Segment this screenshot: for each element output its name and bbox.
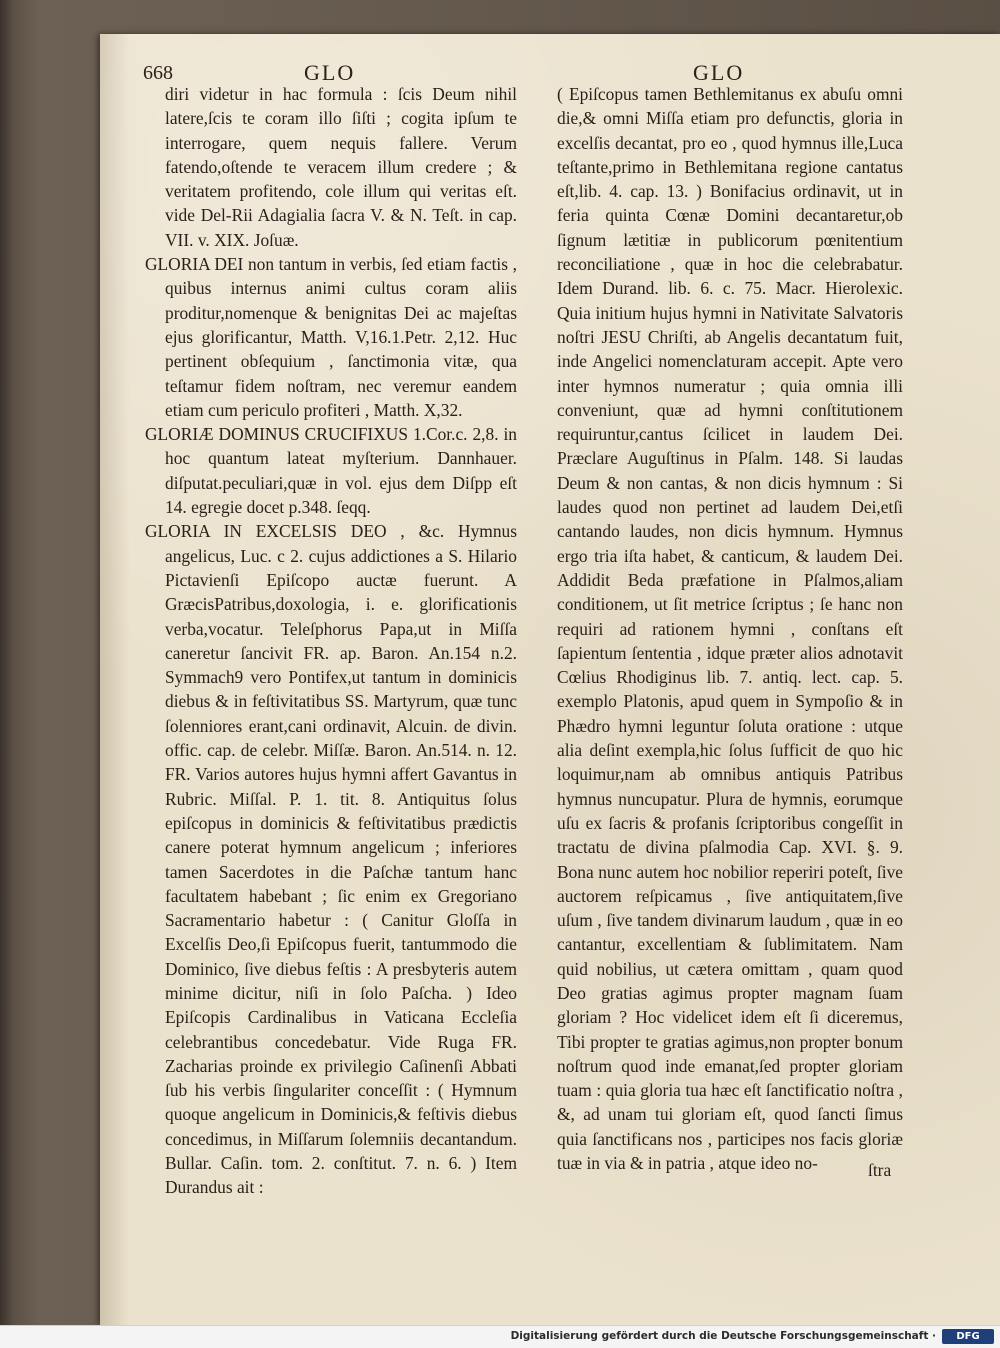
right-paragraph: ( Epiſcopus tamen Bethlemitanus ex abuſu omni die,& omni Miſſa etiam pro defunctis, gloria in excelſis decantat, pro eo , quod hymnus ille,Luca teſtante,primo in Bethlemitana regione cantatus eſt,lib. 4. cap. 13. ) Bonifacius ordinavit, ut in feria quinta Cœnæ Domini decantaretur,ob ſignum lætitiæ in publicorum pœnitentium reconciliatione , quæ in hoc die celebrabatur. Idem Durand. lib. 6. c. 75. Macr. Hierolexic. Quia initium hujus hymni in Nativitate Salvatoris noſtri JESU Chriſti, ab Angelis decantatum fuit, inde Angelici nomenclaturam accepit. Apte vero inter hymnos numeratur ; quia omnia illi conveniunt, quæ ad hymni conſtitutionem requiruntur,cantus ſcilicet in laudem Dei. Præclare Auguſtinus in Pſalm. 148. Si laudas Deum & non cantas, & non dicis hymnum : Si laudes quod non pertinet ad laudem Dei,etſi cantando laudes, non dicis hymnum. Hymnus ergo tria iſta habet, & canticum, & laudem Dei. Addidit Beda præfatione in Pſalmos,aliam conditionem, ut ſit metrice ſcriptus ; ſe hanc non requiri ad rationem hymni , conſtans eſt ſapientum ſententia , idque præter alios adnotavit Cœlius Rhodiginus lib. 7. antiq. lect. cap. 5. exemplo Platonis, apud quem in Sympoſio & in Phædro hymni leguntur ſoluta oratione : utque alia deſint exempla,hic ſolus ſufficit de quo hic loquimur,nam ab omnibus antiquis Patribus hymnus nuncupatur. Plura de hymnis, eorumque uſu ex ſacris & profanis ſcriptoribus congeſſit in tractatu de divina pſalmodia Cap. XVI. §. 9. Bona nunc autem hoc nobilior reperiri poteſt, ſive auctorem reſpicamus , ſive antiquitatem,ſive uſum , ſive tandem divinarum laudum , quæ in eo cantantur, excellentiam & ſublimitatem. Nam quid nobilius, ut cætera omittam , quam quod Deo gratias agimus propter magnam ſuam gloriam ? Hoc videlicet idem eſt ſi diceremus, Tibi propter te gratias agimus,non propter bonum noſtrum quod inde emanat,ſed propter gloriam tuam : quia gloria tua hæc eſt ſanctificatio noſtra , &, ad unam tui gloriam eſt, quod ſancti ſimus quia ſanctificans nos , participes nos facis gloriæ tuæ in via & in patria , atque ideo no- [557,84,903,1174]
digitization-footer [0,1325,1000,1348]
running-head-left: GLO [304,60,356,85]
right-column [557,82,903,1175]
page-number: 668 [143,62,173,84]
entry-gloria-in-excelsis: GLORIA IN EXCELSIS DEO , &c. Hymnus angelicus, Luc. c 2. cujus addictiones a S. Hilario Pictavienſi Epiſcopo auctæ fuerunt. A GræcisPatribus,doxologia, i. e. glorificationis verba,vocatur. Teleſphorus Papa,ut in Miſſa caneretur ſancivit FR. ap. Baron. An.154 n.2. Symmach9 vero Pontifex,ut tantum in dominicis diebus & in feſtivitatibus SS. Martyrum, quæ tunc ſolenniores erant,cani ordinavit, Alcuin. de divin. offic. cap. de celebr. Miſſæ. Baron. An.514. n. 12. FR. Varios autores hujus hymni affert Gavantus in Rubric. Miſſal. P. 1. tit. 8. Antiquitus ſolus epiſcopus in dominicis & feſtivitatibus prædictis canere poterat hymnum angelicum ; inferiores tamen Sacerdotes in die Paſchæ tantum hanc facultatem habebant ; ſic enim ex Gregoriano Sacramentario habetur : ( Canitur Gloſſa in Excelſis Deo,ſi Epiſcopus fuerit, tantummodo die Dominico, ſive diebus feſtis : A presbyteris autem minime dicitur, niſi in ſolo Paſcha. ) Ideo Epiſcopis Cardinalibus in Vaticana Eccleſia celebrantibus concedebatur. Vide Ruga FR. Zacharias proinde ex privilegio Caſinenſi Abbati ſub his verbis ſingulariter conceſſit : ( Hymnum quoque angelicum in Dominicis,& feſtivis diebus concedimus, in Miſſarum ſolemniis decantandum. Bullar. Caſin. tom. 2. conſtitut. 7. n. 6. ) Item Durandus ait : [145,521,517,1198]
left-column [145,82,517,1200]
catchword: ſtra [868,1160,892,1180]
entry-gloria-dei: GLORIA DEI non tantum in verbis, ſed etiam factis , quibus internus animi cultus coram aliis proditur,nomenque & benignitas Dei ac majeſtas ejus glorificantur, Matth. V,16.1.Petr. 2,12. Huc pertinent obſequium , ſanctimonia vitæ, qua teſtamur fidem noſtram, nec veremur eandem etiam cum periculo profiteri , Matth. X,32. [145,254,517,420]
funding-notice: Digitalisierung gefördert durch die Deutsche Forschungsgemeinschaft · [510,1330,936,1342]
running-head-right: GLO [693,60,745,85]
entry-gloriae-dominus: GLORIÆ DOMINUS CRUCIFIXUS 1.Cor.c. 2,8. in hoc quantum lateat myſterium. Dannhauer. diſputat.peculiari,quæ in vol. ejus dem Diſpp eſt 14. egregie docet p.348. ſeqq. [145,424,517,518]
dfg-logo-icon: DFG [942,1329,994,1344]
left-paragraph-continuation: diri videtur in hac formula : ſcis Deum nihil latere,ſcis te coram illo ſiſti ; cogita ipſum te interrogare, quem nequis fallere. Verum fatendo,oſtende te veracem illum credere ; & veritatem profitendo, cole illum qui veritas eſt. vide Del-Rii Adagialia ſacra V. & N. Teſt. in cap. VII. v. XIX. Joſuæ. [165,84,517,250]
